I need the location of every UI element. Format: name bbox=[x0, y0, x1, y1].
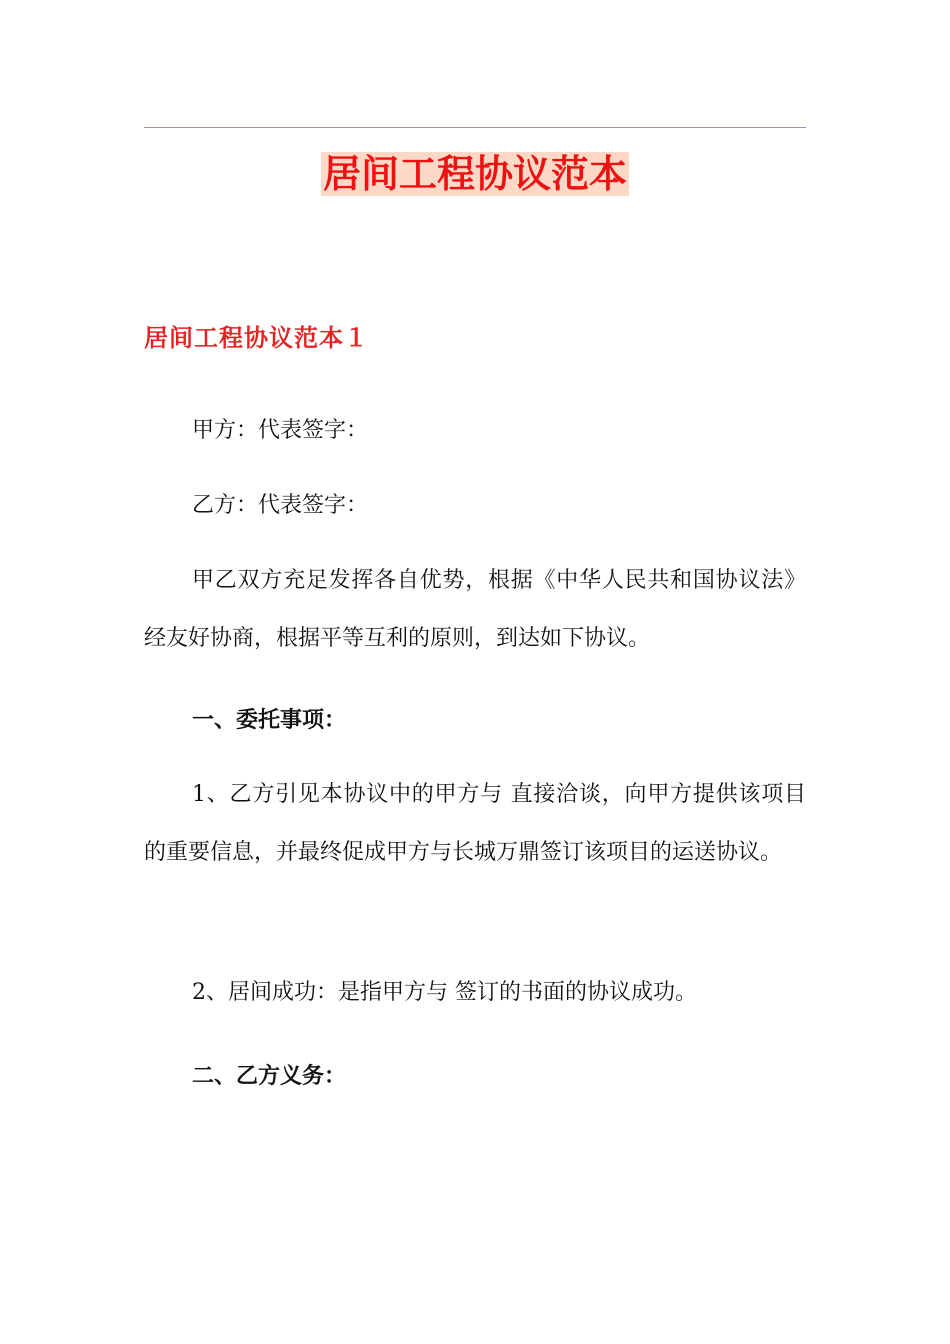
document-title-text: 居间工程协议范本 bbox=[322, 152, 627, 196]
document-title bbox=[0, 148, 950, 200]
intro-paragraph: 甲乙双方充足发挥各自优势，根据《中华人民共和国协议法》经友好协商，根据平等互利的原则，到达如下协议。 bbox=[144, 568, 806, 651]
clause-2: 2、居间成功：是指甲方与 签订的书面的协议成功。 bbox=[192, 980, 697, 1005]
section-title: 居间工程协议范本１ bbox=[144, 323, 369, 352]
party-a-line: 甲方：代表签字： bbox=[192, 418, 369, 443]
header-rule bbox=[144, 127, 806, 128]
heading-entrusted-matters: 一、委托事项： bbox=[192, 707, 347, 733]
clause-1: 1、乙方引见本协议中的甲方与 直接洽谈，向甲方提供该项目的重要信息，并最终促成甲方与长城万鼎签订该项目的运送协议。 bbox=[144, 782, 806, 865]
heading-party-b-obligations: 二、乙方义务： bbox=[192, 1063, 347, 1089]
party-b-line: 乙方：代表签字： bbox=[192, 493, 369, 518]
